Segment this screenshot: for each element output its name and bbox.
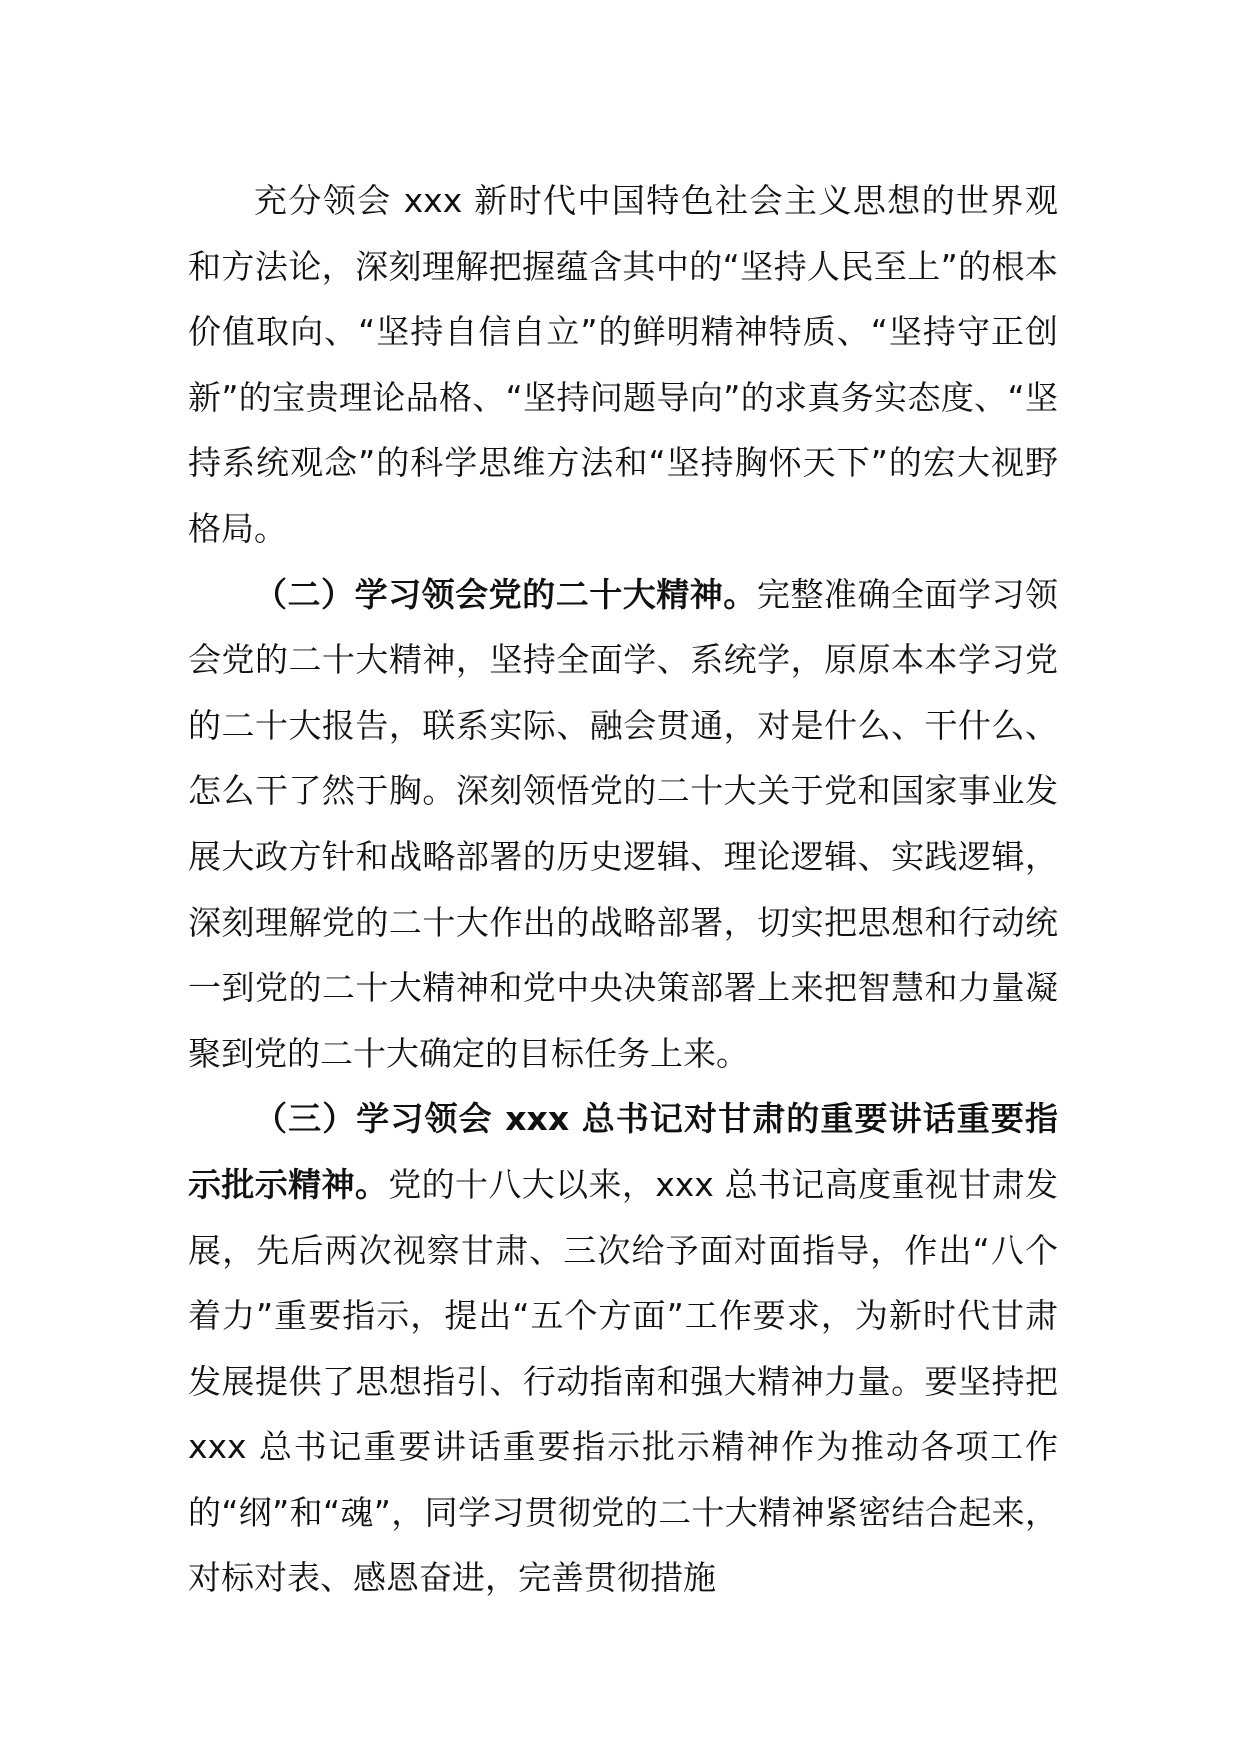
- paragraph-gansu-instructions: [188, 1086, 1058, 1611]
- paragraph-text: 充分领会 xxx 新时代中国特色社会主义思想的世界观和方法论，深刻理解把握蕴含其中的“坚持人民至上”的根本价值取向、“坚持自信自立”的鲜明精神特质、“坚持守正创新”的宝贵理论品格、“坚持问题导向”的求真务实态度、“坚持系统观念”的科学思维方法和“坚持胸怀天下”的宏大视野格局。: [188, 181, 1058, 548]
- paragraph-worldview: [188, 168, 1058, 562]
- document-body: [188, 168, 1058, 1611]
- section-heading: （二）学习领会党的二十大精神。: [254, 574, 757, 614]
- paragraph-twentieth-congress: [188, 562, 1058, 1087]
- paragraph-text: 党的十八大以来，xxx 总书记高度重视甘肃发展，先后两次视察甘肃、三次给予面对面指导，作出“八个着力”重要指示，提出“五个方面”工作要求，为新时代甘肃发展提供了思想指引、行动指南和强大精神力量。要坚持把 xxx 总书记重要讲话重要指示批示精神作为推动各项工作的“纲”和“魂”，同学习贯彻党的二十大精神紧密结合起来，对标对表、感恩奋进，完善贯彻措施: [188, 1164, 1059, 1598]
- section-heading: （三）学习领会 xxx 总书记对甘肃的重要讲话重要指示批示精神。: [188, 1099, 1058, 1204]
- paragraph-text: 完整准确全面学习领会党的二十大精神，坚持全面学、系统学，原原本本学习党的二十大报告，联系实际、融会贯通，对是什么、干什么、怎么干了然于胸。深刻领悟党的二十大关于党和国家事业发展大政方针和战略部署的历史逻辑、理论逻辑、实践逻辑，深刻理解党的二十大作出的战略部署，切实把思想和行动统一到党的二十大精神和党中央决策部署上来把智慧和力量凝聚到党的二十大确定的目标任务上来。: [188, 574, 1059, 1073]
